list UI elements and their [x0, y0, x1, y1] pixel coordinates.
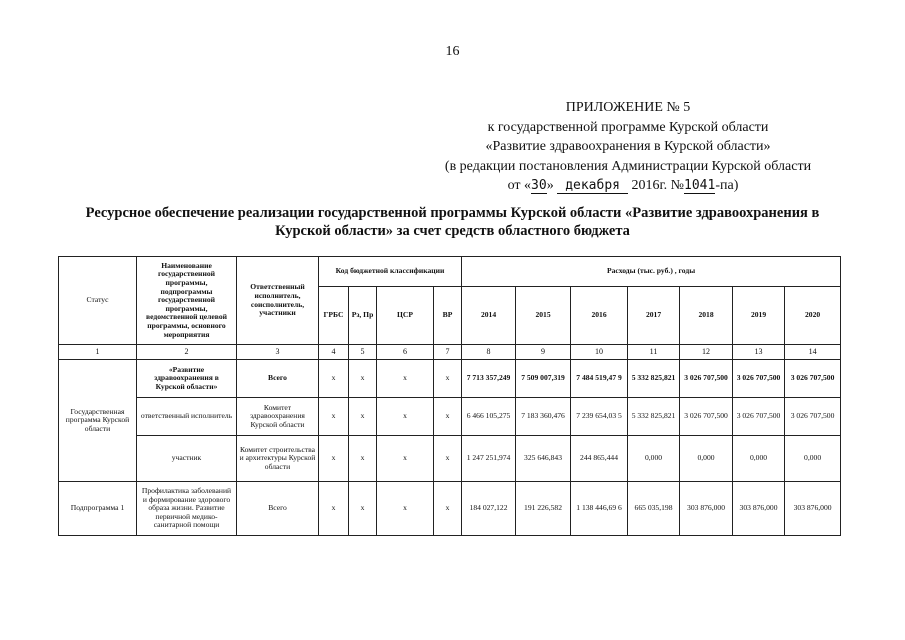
row-vr: х: [434, 398, 462, 436]
row-vr: х: [434, 436, 462, 482]
appendix-line-2: «Развитие здравоохранения в Курской области»: [485, 139, 771, 154]
doc-number: 1041: [684, 178, 716, 193]
header-expenses: Расходы (тыс. руб.) , годы: [462, 257, 841, 287]
column-number: 11: [628, 345, 680, 360]
date-day: 30: [531, 178, 547, 193]
row-csr: х: [377, 360, 434, 398]
program-status: Государственная программа Курской области: [59, 360, 137, 482]
date-year: 2016г. №: [631, 178, 685, 193]
row-value-2019: 3 026 707,500: [733, 398, 785, 436]
date-mid: »: [546, 178, 554, 193]
row-grbs: х: [319, 360, 349, 398]
header-status: Статус: [59, 257, 137, 345]
header-year: 2019: [733, 287, 785, 345]
appendix-date-line: [413, 176, 833, 196]
row-responsible: Комитет здравоохранения Курской области: [237, 398, 319, 436]
row-responsible: Всего: [237, 482, 319, 536]
row-value-2015: 191 226,582: [516, 482, 571, 536]
header-grbs: ГРБС: [319, 287, 349, 345]
header-budget-code: Код бюджетной классификации: [319, 257, 462, 287]
row-value-2016: 7 484 519,47 9: [571, 360, 628, 398]
row-value-2019: 3 026 707,500: [733, 360, 785, 398]
row-value-2020: 3 026 707,500: [785, 398, 841, 436]
row-value-2020: 303 876,000: [785, 482, 841, 536]
column-number: 8: [462, 345, 516, 360]
table-row: [59, 482, 841, 536]
row-value-2018: 3 026 707,500: [680, 360, 733, 398]
row-responsible: Всего: [237, 360, 319, 398]
row-grbs: х: [319, 482, 349, 536]
row-name: «Развитие здравоохранения в Курской области»: [137, 360, 237, 398]
header-year: 2017: [628, 287, 680, 345]
row-responsible: Комитет строительства и архитектуры Курской области: [237, 436, 319, 482]
column-number: 2: [137, 345, 237, 360]
header-year: 2018: [680, 287, 733, 345]
column-number: 10: [571, 345, 628, 360]
row-value-2020: 0,000: [785, 436, 841, 482]
header-year: 2015: [516, 287, 571, 345]
table-row: [59, 360, 841, 398]
header-name: Наименование государственной программы, подпрограммы государственной программы, ведомственной целевой программы, основного мероприятия: [137, 257, 237, 345]
column-number: 7: [434, 345, 462, 360]
row-rzpr: х: [349, 398, 377, 436]
row-rzpr: х: [349, 436, 377, 482]
header-row-top: [59, 257, 841, 287]
appendix-title: ПРИЛОЖЕНИЕ № 5: [565, 100, 691, 115]
header-year: 2020: [785, 287, 841, 345]
column-number: 9: [516, 345, 571, 360]
appendix-line-1: к государственной программе Курской области: [487, 119, 769, 135]
row-value-2016: 1 138 446,69 6: [571, 482, 628, 536]
row-value-2017: 665 035,198: [628, 482, 680, 536]
row-value-2017: 0,000: [628, 436, 680, 482]
column-number: 14: [785, 345, 841, 360]
row-name: Профилактика заболеваний и формирование здорового образа жизни. Развитие первичной медико-санитарной помощи: [137, 482, 237, 536]
resource-table: [58, 256, 841, 536]
row-grbs: х: [319, 398, 349, 436]
column-number: 12: [680, 345, 733, 360]
row-vr: х: [434, 360, 462, 398]
row-grbs: х: [319, 436, 349, 482]
column-number: 5: [349, 345, 377, 360]
row-name: ответственный исполнитель: [137, 398, 237, 436]
row-value-2017: 5 332 825,821: [628, 360, 680, 398]
row-csr: х: [377, 482, 434, 536]
row-value-2019: 0,000: [733, 436, 785, 482]
header-vr: ВР: [434, 287, 462, 345]
appendix-block: [413, 98, 833, 196]
row-value-2017: 5 332 825,821: [628, 398, 680, 436]
column-number: 4: [319, 345, 349, 360]
table-row: [59, 436, 841, 482]
column-number: 13: [733, 345, 785, 360]
column-number-row: [59, 345, 841, 360]
row-csr: х: [377, 398, 434, 436]
header-responsible: Ответственный исполнитель, соисполнитель, участники: [237, 257, 319, 345]
row-value-2020: 3 026 707,500: [785, 360, 841, 398]
subprogram-status: Подпрограмма 1: [59, 482, 137, 536]
row-value-2015: 325 646,843: [516, 436, 571, 482]
column-number: 6: [377, 345, 434, 360]
row-rzpr: х: [349, 482, 377, 536]
table-row: [59, 398, 841, 436]
row-value-2015: 7 509 007,319: [516, 360, 571, 398]
row-value-2019: 303 876,000: [733, 482, 785, 536]
column-number: 1: [59, 345, 137, 360]
header-year: 2016: [571, 287, 628, 345]
row-value-2014: 7 713 357,249: [462, 360, 516, 398]
row-vr: х: [434, 482, 462, 536]
header-csr: ЦСР: [377, 287, 434, 345]
date-suffix: -па): [715, 178, 739, 193]
column-number: 3: [237, 345, 319, 360]
header-rzpr: Рз, Пр: [349, 287, 377, 345]
date-prefix: от «: [507, 178, 532, 193]
row-value-2014: 1 247 251,974: [462, 436, 516, 482]
row-name: участник: [137, 436, 237, 482]
row-csr: х: [377, 436, 434, 482]
header-year: 2014: [462, 287, 516, 345]
row-value-2018: 303 876,000: [680, 482, 733, 536]
document-heading: Ресурсное обеспечение реализации государственной программы Курской области «Развитие здравоохранения в Курской области» за счет средств областного бюджета: [85, 205, 820, 239]
row-value-2018: 0,000: [680, 436, 733, 482]
row-value-2014: 6 466 105,275: [462, 398, 516, 436]
row-value-2014: 184 027,122: [462, 482, 516, 536]
row-value-2015: 7 183 360,476: [516, 398, 571, 436]
page-number: 16: [445, 44, 460, 59]
row-value-2016: 7 239 654,03 5: [571, 398, 628, 436]
date-month: декабря: [557, 179, 628, 194]
row-rzpr: х: [349, 360, 377, 398]
row-value-2016: 244 865,444: [571, 436, 628, 482]
row-value-2018: 3 026 707,500: [680, 398, 733, 436]
appendix-line-3: (в редакции постановления Администрации Курской области: [444, 158, 812, 174]
